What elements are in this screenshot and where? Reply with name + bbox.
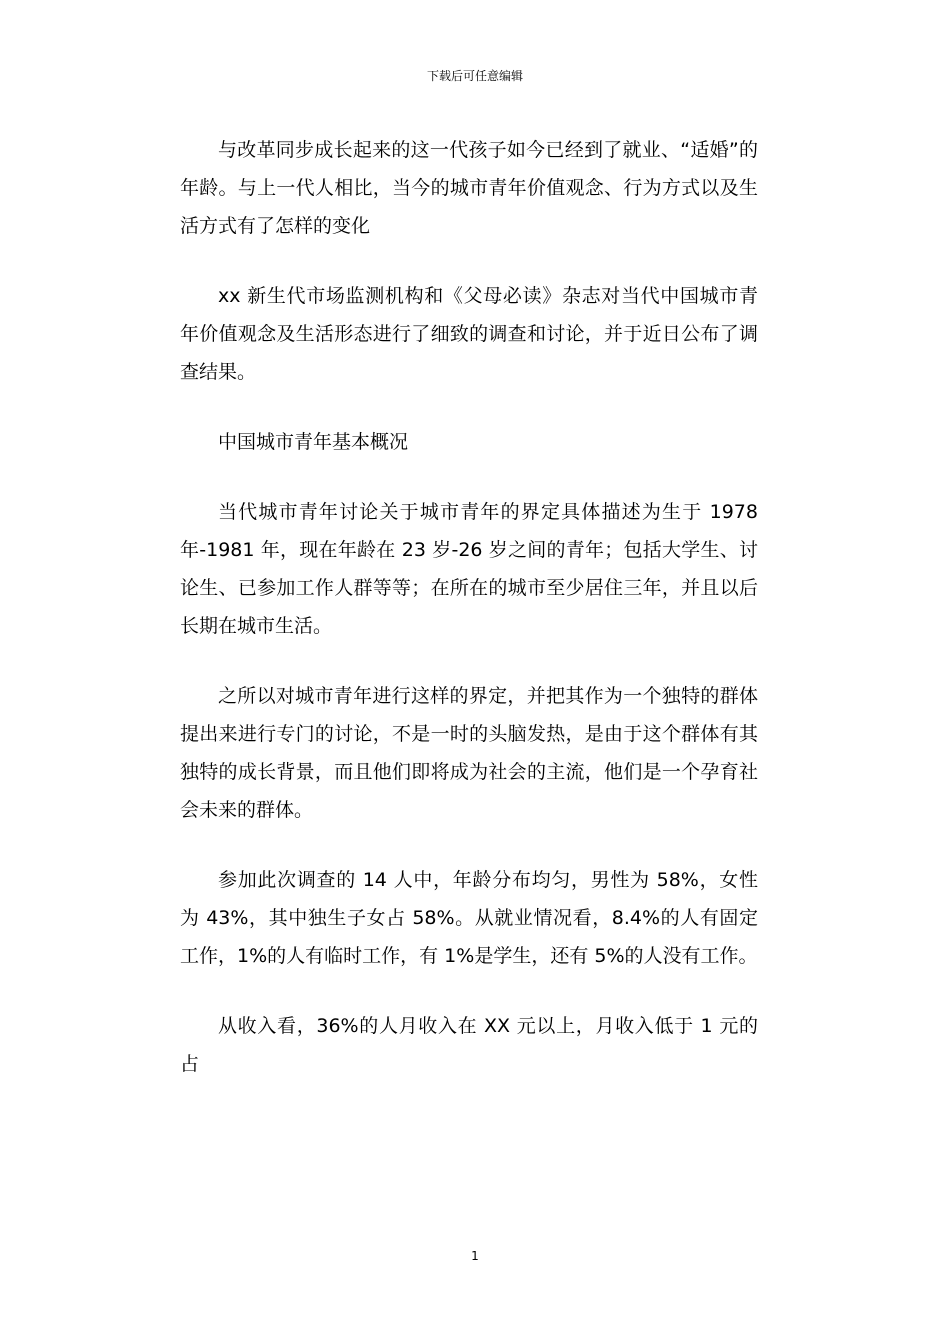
paragraph: 参加此次调查的 14 人中，年龄分布均匀，男性为 58%，女性为 43%，其中独生子女占 58%。从就业情况看，8.4%的人有固定工作，1%的人有临时工作，有 1%是学生，还有 5%的人没有工作。 (180, 869, 758, 967)
paragraph: 与改革同步成长起来的这一代孩子如今已经到了就业、“适婚”的年龄。与上一代人相比，当今的城市青年价值观念、行为方式以及生活方式有了怎样的变化 (180, 139, 758, 237)
page-header: 下载后可任意编辑 (426, 69, 523, 83)
paragraph: 之所以对城市青年进行这样的界定，并把其作为一个独特的群体提出来进行专门的讨论，不是一时的头脑发热，是由于这个群体有其独特的成长背景，而且他们即将成为社会的主流，他们是一个孕育社会未来的群体。 (180, 685, 758, 821)
page-number: 1 (471, 1249, 479, 1263)
paragraph: 当代城市青年讨论关于城市青年的界定具体描述为生于 1978 年-1981 年，现在年龄在 23 岁-26 岁之间的青年；包括大学生、讨论生、已参加工作人群等等；在所在的城市至少居住三年，并且以后长期在城市生活。 (180, 501, 758, 637)
paragraph: xx 新生代市场监测机构和《父母必读》杂志对当代中国城市青年价值观念及生活形态进行了细致的调查和讨论，并于近日公布了调查结果。 (180, 285, 758, 383)
paragraph: 从收入看，36%的人月收入在 XX 元以上，月收入低于 1 元的占 (180, 1015, 758, 1075)
document-body (180, 131, 758, 1115)
section-heading: 中国城市青年基本概况 (218, 431, 409, 453)
